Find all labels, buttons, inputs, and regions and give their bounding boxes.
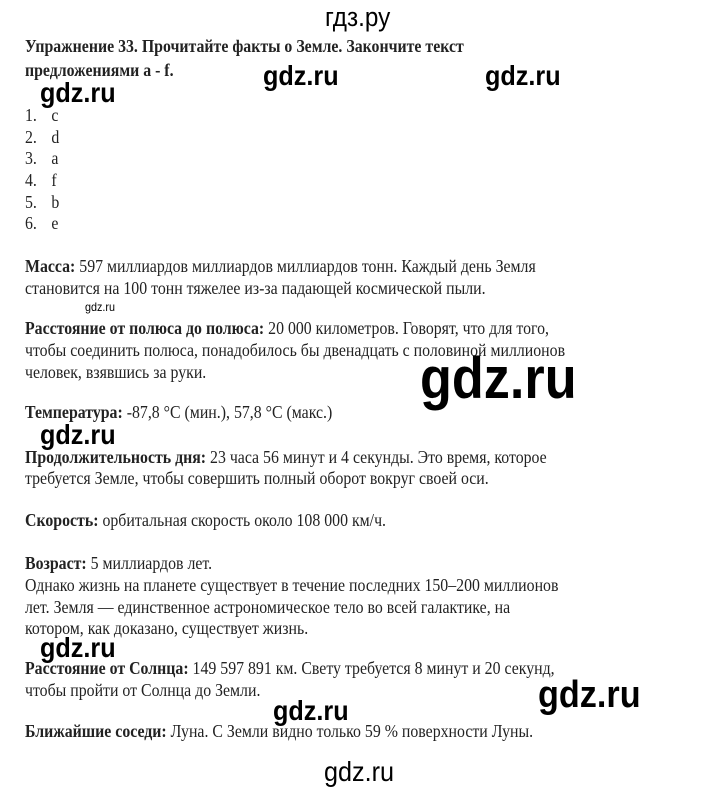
list-item: 2. d — [25, 127, 60, 147]
watermark: gdz.ru — [324, 756, 395, 787]
list-item: 5. b — [25, 192, 60, 212]
fact-poles: Расстояние от полюса до полюса: 20 000 километров. Говорят, что для того, — [25, 318, 549, 338]
watermark: gdz.ru — [263, 60, 339, 91]
fact-age-line: Однако жизнь на планете существует в течение последних 150–200 миллионов — [25, 575, 559, 595]
watermark: gdz.ru — [485, 60, 561, 91]
fact-sun-distance: Расстояние от Солнца: 149 597 891 км. Свету требуется 8 минут и 20 секунд, — [25, 658, 555, 678]
list-item: 4. f — [25, 170, 57, 190]
fact-day: Продолжительность дня: 23 часа 56 минут и 4 секунды. Это время, которое — [25, 447, 547, 467]
exercise-title-line1: Упражнение 33. Прочитайте факты о Земле. Закончите текст — [25, 36, 464, 56]
fact-mass: Масса: 597 миллиардов миллиардов миллиардов тонн. Каждый день Земля — [25, 256, 536, 276]
fact-sun-line: чтобы пройти от Солнца до Земли. — [25, 680, 261, 700]
fact-day-line: требуется Земле, чтобы совершить полный оборот вокруг своей оси. — [25, 468, 489, 488]
fact-age: Возраст: 5 миллиардов лет. — [25, 553, 213, 573]
watermark: gdz.ru — [273, 695, 349, 726]
fact-age-line: котором, как доказано, существует жизнь. — [25, 618, 309, 638]
watermark: gdz.ru — [85, 300, 116, 314]
fact-age-line: лет. Земля — единственное астрономическое тело во всей галактике, на — [25, 597, 511, 617]
fact-temperature: Температура: -87,8 °C (мин.), 57,8 °C (макс.) — [25, 402, 333, 422]
watermark: gdz.ru — [40, 419, 116, 450]
header-logo: гдз.ру — [325, 2, 391, 32]
exercise-title-line2: предложениями a - f. — [25, 60, 174, 80]
fact-neighbors: Ближайшие соседи: Луна. С Земли видно только 59 % поверхности Луны. — [25, 721, 534, 741]
list-item: 1. c — [25, 105, 59, 125]
watermark: gdz.ru — [40, 77, 116, 108]
list-item: 6. e — [25, 213, 59, 233]
watermark: gdz.ru — [40, 632, 116, 663]
watermark: gdz.ru — [538, 674, 641, 716]
fact-speed: Скорость: орбитальная скорость около 108 000 км/ч. — [25, 510, 386, 530]
list-item: 3. a — [25, 148, 59, 168]
watermark: gdz.ru — [420, 346, 577, 411]
fact-mass-line: становится на 100 тонн тяжелее из-за падающей космической пыли. — [25, 278, 486, 298]
fact-poles-line: чтобы соединить полюса, понадобилось бы двенадцать с половиной миллионов — [25, 340, 566, 360]
fact-poles-line: человек, взявшись за руки. — [25, 362, 207, 382]
